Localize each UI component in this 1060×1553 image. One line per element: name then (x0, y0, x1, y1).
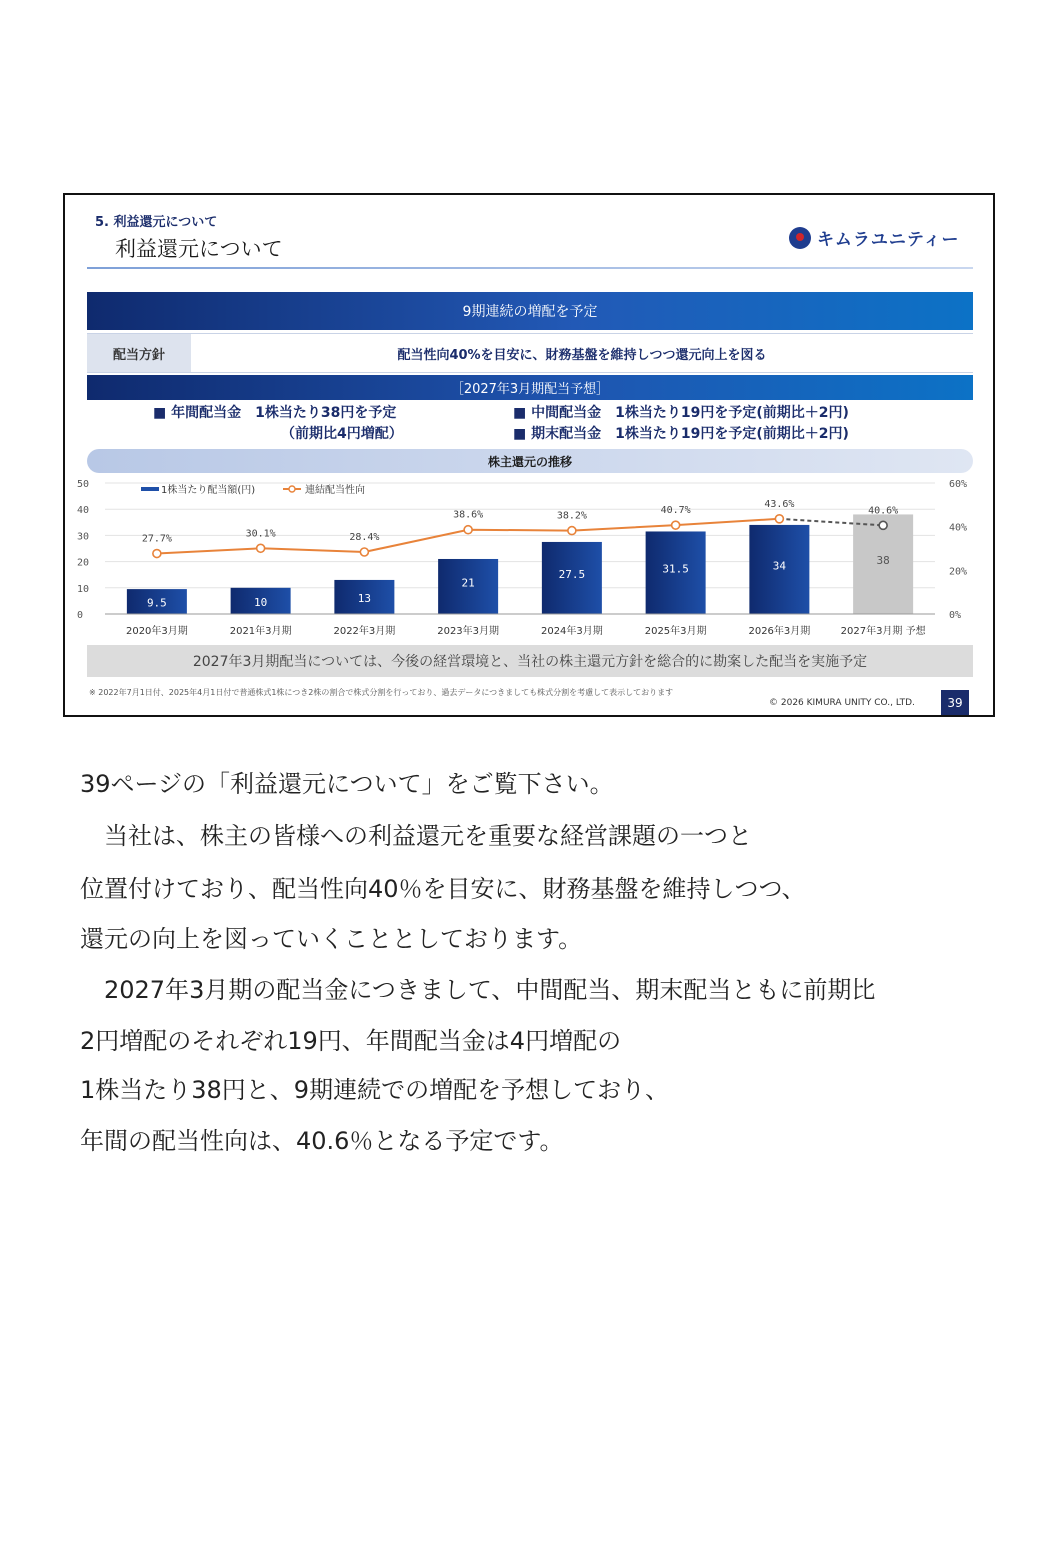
payout-ratio-label: 38.6% (453, 509, 484, 521)
bar-value-label: 34 (772, 559, 786, 573)
chart-section-label: 株主還元の推移 (87, 449, 973, 473)
slide-title: 利益還元について (115, 237, 283, 261)
payout-ratio-label: 30.1% (245, 528, 276, 540)
forecast-annual: ■ 年間配当金 1株当たり38円を予定 (153, 405, 397, 421)
x-category-label: 2026年3月期 (748, 626, 811, 637)
bar-value-label: 38 (876, 554, 890, 568)
payout-ratio-point (568, 527, 576, 535)
logo-mark-icon (789, 227, 811, 249)
company-logo (789, 225, 959, 250)
y-left-tick-label: 20 (77, 557, 90, 569)
x-category-label: 2022年3月期 (333, 626, 396, 637)
policy-label: 配当方針 (87, 334, 191, 372)
bar-value-label: 10 (254, 595, 268, 609)
footnote: ※ 2022年7月1日付、2025年4月1日付で普通株式1株につき2株の割合で株式分割を行っており、過去データにつきましても株式分割を考慮して表示しております (89, 688, 674, 697)
dividend-chart (65, 473, 993, 643)
y-left-tick-label: 50 (77, 479, 90, 490)
narration-line: 位置付けており、配当性向40％を目安に、財務基盤を維持しつつ、 (80, 875, 806, 903)
y-right-tick-label: 0% (949, 610, 962, 621)
bar-value-label: 21 (461, 576, 475, 590)
bar-value-label: 13 (357, 591, 371, 605)
copyright: © 2026 KIMURA UNITY CO., LTD. (769, 698, 915, 708)
y-right-tick-label: 20% (949, 566, 968, 578)
narration-line: 1株当たり38円と、9期連続での増配を予想しており、 (80, 1076, 670, 1104)
payout-ratio-label: 28.4% (349, 531, 380, 543)
y-right-tick-label: 40% (949, 522, 968, 534)
x-category-label: 2020年3月期 (125, 626, 188, 637)
forecast-note: 2027年3月期配当については、今後の経営環境と、当社の株主還元方針を総合的に勘案した配当を実施予定 (87, 645, 973, 677)
section-label: 5. 利益還元について (95, 215, 218, 230)
legend-line-marker (289, 486, 295, 492)
x-category-label: 2027年3月期 予想 (840, 626, 926, 637)
legend-bar-swatch (141, 487, 159, 491)
bar-value-label: 9.5 (146, 596, 167, 610)
y-left-tick-label: 40 (77, 505, 90, 517)
payout-ratio-label: 40.7% (660, 505, 691, 517)
payout-ratio-label: 38.2% (556, 510, 587, 522)
forecast-annual-note: （前期比4円増配） (281, 426, 403, 442)
payout-ratio-point (775, 515, 783, 523)
y-left-tick-label: 0 (77, 610, 84, 621)
narration-line: 2027年3月期の配当金につきまして、中間配当、期末配当ともに前期比 (80, 976, 876, 1004)
legend-line-label: 連結配当性向 (305, 485, 365, 496)
narration-line: 39ページの「利益還元について」をご覧下さい。 (80, 770, 614, 798)
forecast-header: ［2027年3月期配当予想］ (87, 375, 973, 400)
narration-line: 還元の向上を図っていくこととしております。 (80, 925, 583, 953)
bar-value-label: 31.5 (662, 562, 689, 576)
payout-ratio-label: 27.7% (141, 533, 172, 545)
policy-text: 配当性向40%を目安に、財務基盤を維持しつつ還元向上を図る (397, 347, 767, 363)
y-right-tick-label: 60% (949, 479, 968, 490)
payout-ratio-point (879, 521, 887, 529)
logo-text: キムラユニティー (817, 230, 960, 250)
payout-ratio-label: 40.6% (868, 505, 899, 517)
payout-ratio-point (464, 526, 472, 534)
payout-ratio-point (672, 521, 680, 529)
payout-ratio-point (360, 548, 368, 556)
x-category-label: 2023年3月期 (437, 626, 500, 637)
x-category-label: 2024年3月期 (540, 626, 603, 637)
legend-bar-label: 1株当たり配当額(円) (161, 485, 256, 496)
page-number: 39 (941, 690, 969, 715)
y-left-tick-label: 10 (77, 583, 90, 595)
forecast-interim: ■ 中間配当金 1株当たり19円を予定(前期比＋2円) (513, 405, 849, 421)
narration-line: 当社は、株主の皆様への利益還元を重要な経営課題の一つと (80, 822, 752, 850)
title-divider (87, 267, 973, 269)
headline-banner: 9期連続の増配を予定 (87, 292, 973, 330)
dividend-policy-row (87, 333, 973, 373)
payout-ratio-point (257, 544, 265, 552)
narration-line: 年間の配当性向は、40.6％となる予定です。 (80, 1127, 564, 1155)
y-left-tick-label: 30 (77, 531, 90, 543)
payout-ratio-point (153, 550, 161, 558)
bar-value-label: 27.5 (558, 567, 586, 581)
forecast-yearend: ■ 期末配当金 1株当たり19円を予定(前期比＋2円) (513, 426, 849, 442)
x-category-label: 2025年3月期 (644, 626, 707, 637)
payout-ratio-label: 43.6% (764, 498, 795, 510)
narration-line: 2円増配のそれぞれ19円、年間配当金は4円増配の (80, 1027, 622, 1055)
presentation-slide (63, 193, 995, 717)
x-category-label: 2021年3月期 (229, 626, 292, 637)
